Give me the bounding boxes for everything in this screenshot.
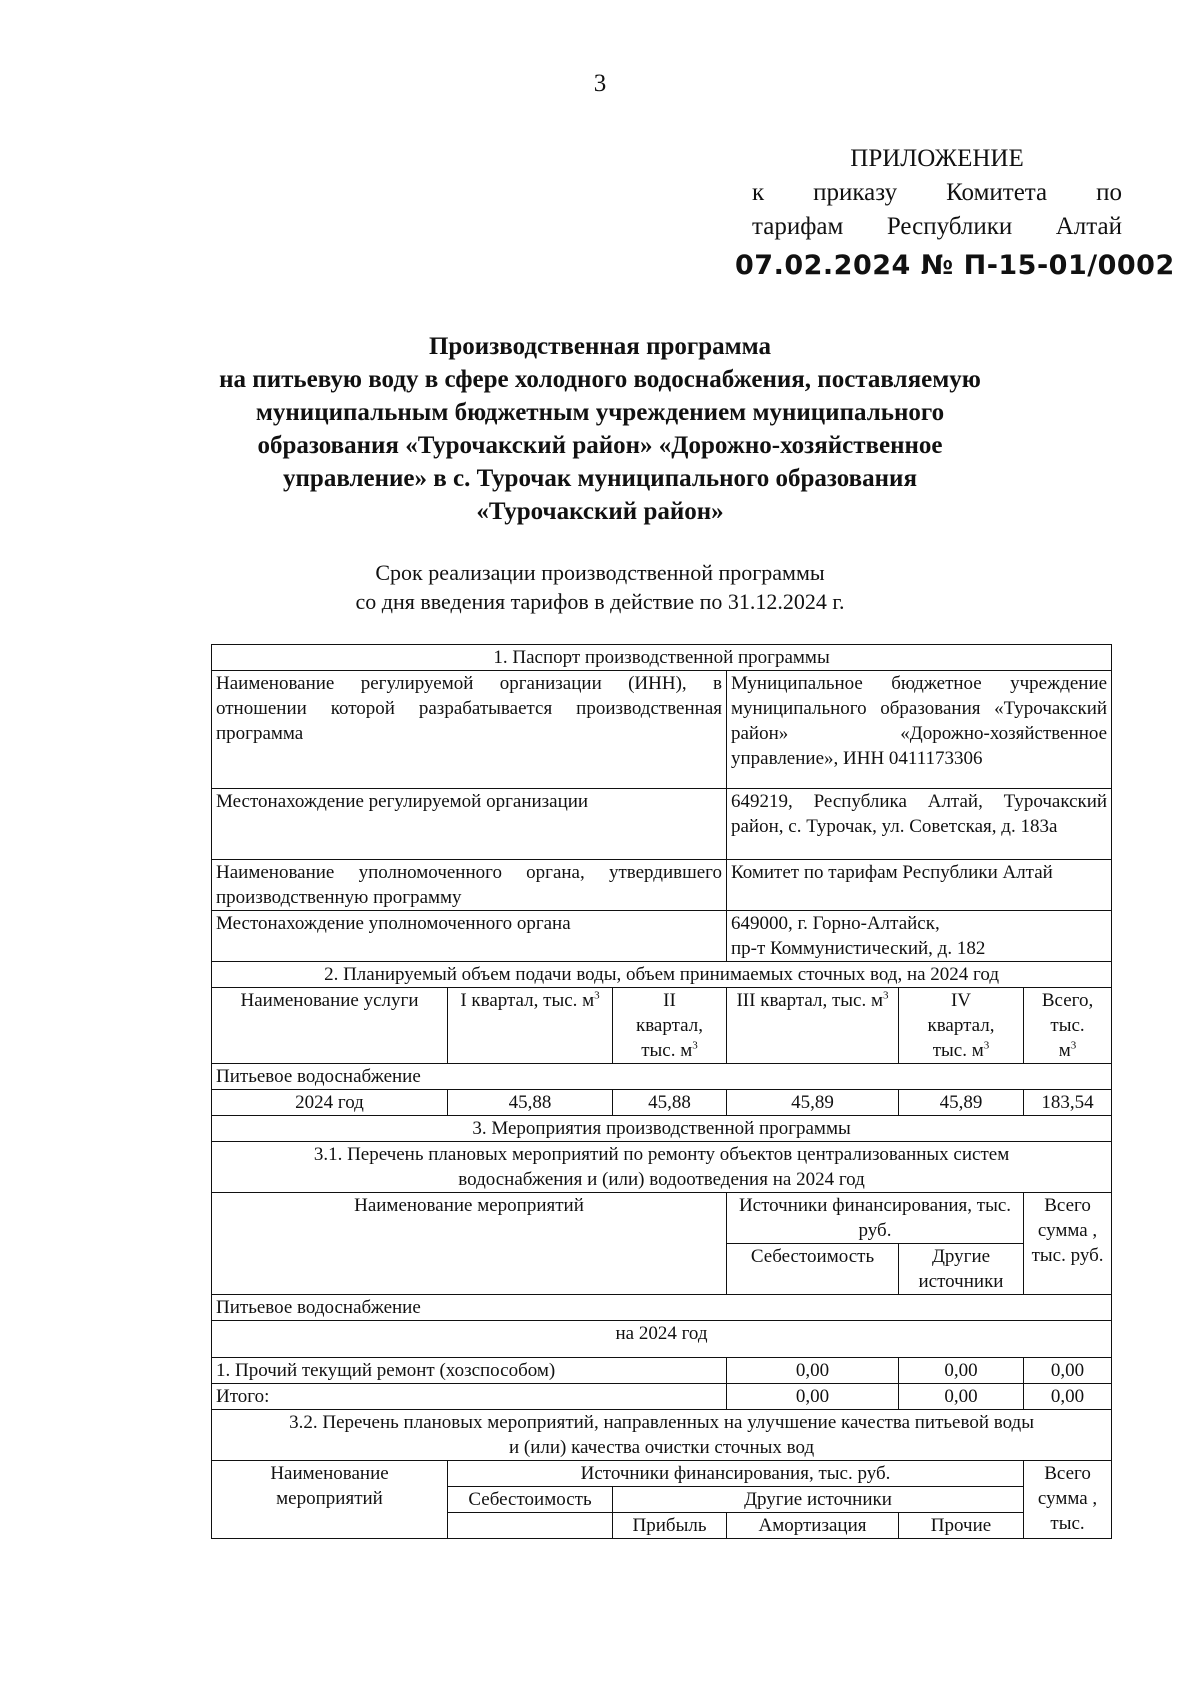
- volume-header-row: [212, 988, 1112, 1064]
- title-line: на питьевую воду в сфере холодного водоснабжения, поставляемую: [219, 366, 981, 393]
- passport-value: [727, 911, 1112, 962]
- col-cost: Себестоимость: [727, 1244, 899, 1295]
- sub31-header-row: [212, 1142, 1112, 1193]
- sub31-colheader-row: [212, 1193, 1112, 1244]
- section-header: 2. Планируемый объем подачи воды, объем принимаемых сточных вод, на 2024 год: [212, 962, 1112, 988]
- col-total-sum: Всего сумма , тыс.: [1024, 1461, 1112, 1539]
- table-row: [212, 1358, 1112, 1384]
- measure-cost: 0,00: [727, 1358, 899, 1384]
- passport-label: Местонахождение уполномоченного органа: [212, 911, 727, 962]
- cell-q1: 45,88: [448, 1090, 613, 1116]
- measure-name: 1. Прочий текущий ремонт (хозспособом): [212, 1358, 727, 1384]
- measure-total: 0,00: [1024, 1358, 1112, 1384]
- title-line: Производственная программа: [428, 333, 772, 360]
- col-measure-name: Наименование мероприятий: [212, 1461, 448, 1539]
- col-other: Другие источники: [899, 1244, 1024, 1295]
- section3-header-row: [212, 1116, 1112, 1142]
- passport-value: Комитет по тарифам Республики Алтай: [727, 860, 1112, 911]
- col-empty: [448, 1513, 613, 1539]
- page-number: 3: [593, 70, 607, 97]
- passport-row: [212, 789, 1112, 860]
- measure-total: 0,00: [1024, 1384, 1112, 1410]
- cell-year: 2024 год: [212, 1090, 448, 1116]
- cell-q2: 45,88: [613, 1090, 727, 1116]
- period-line: со дня введения тарифов в действие по 31.12.2024 г.: [355, 589, 845, 614]
- passport-value: 649219, Республика Алтай, Турочакский район, с. Турочак, ул. Советская, д. 183а: [727, 789, 1112, 860]
- measure-other: 0,00: [899, 1358, 1024, 1384]
- period-line: Срок реализации производственной программы: [375, 560, 825, 585]
- appendix-line-2: тарифам Республики Алтай: [752, 213, 1122, 240]
- col-q1: I квартал, тыс. $м^3$: [448, 988, 613, 1064]
- sub31-year-row: [212, 1321, 1112, 1358]
- cell-total: 183,54: [1024, 1090, 1112, 1116]
- cell-q3: 45,89: [727, 1090, 899, 1116]
- passport-row: [212, 911, 1112, 962]
- sub32-header-row: [212, 1410, 1112, 1461]
- col-q3: III квартал, тыс. $м^3$: [727, 988, 899, 1064]
- program-period: [140, 558, 1060, 616]
- col-amortization: Амортизация: [727, 1513, 899, 1539]
- cell-q4: 45,89: [899, 1090, 1024, 1116]
- sub32-colheader-row: [212, 1461, 1112, 1487]
- value-line: 649000, г. Горно-Алтайск,: [731, 913, 940, 934]
- col-sources: Источники финансирования, тыс. руб.: [448, 1461, 1024, 1487]
- col-profit: Прибыль: [613, 1513, 727, 1539]
- subheader: Питьевое водоснабжение: [212, 1064, 1112, 1090]
- col-service: Наименование услуги: [212, 988, 448, 1064]
- title-line: образования «Турочакский район» «Дорожно-хозяйственное: [257, 432, 943, 459]
- appendix-title: ПРИЛОЖЕНИЕ: [850, 145, 1024, 172]
- year-label: на 2024 год: [212, 1321, 1112, 1358]
- passport-label: Местонахождение регулируемой организации: [212, 789, 727, 860]
- appendix-line-1: к приказу Комитета по: [752, 179, 1122, 206]
- col-total: Всего, тыс. $м^3$: [1024, 988, 1112, 1064]
- col-measure-name: Наименование мероприятий: [212, 1193, 727, 1295]
- passport-row: [212, 671, 1112, 789]
- title-line: «Турочакский район»: [476, 498, 724, 525]
- col-total-sum: Всего сумма , тыс. руб.: [1024, 1193, 1112, 1295]
- appendix-block: [752, 142, 1122, 244]
- passport-value: Муниципальное бюджетное учреждение муниципального образования «Турочакский район» «Дорожно-хозяйственное управление», ИНН 0411173306: [727, 671, 1112, 789]
- col-other: Другие источники: [613, 1487, 1024, 1513]
- title-line: муниципальным бюджетным учреждением муниципального: [255, 399, 945, 426]
- passport-label: Наименование регулируемой организации (ИНН), в отношении которой разрабатывается производственная программа: [212, 671, 727, 789]
- subheader: Питьевое водоснабжение: [212, 1295, 1112, 1321]
- section-header: 1. Паспорт производственной программы: [212, 645, 1112, 671]
- sub31-subheader-row: [212, 1295, 1112, 1321]
- passport-row: [212, 860, 1112, 911]
- document-title: [140, 330, 1060, 528]
- subsection-header: 3.2. Перечень плановых мероприятий, направленных на улучшение качества питьевой воды и (или) качества очистки сточных вод: [212, 1410, 1112, 1461]
- volume-subheader-row: [212, 1064, 1112, 1090]
- title-line: управление» в с. Турочак муниципального образования: [283, 465, 917, 492]
- col-q4: IV квартал, тыс. $м^3$: [899, 988, 1024, 1064]
- section2-header-row: [212, 962, 1112, 988]
- passport-label: Наименование уполномоченного органа, утвердившего производственную программу: [212, 860, 727, 911]
- volume-data-row: [212, 1090, 1112, 1116]
- col-cost: Себестоимость: [448, 1487, 613, 1513]
- col-sources: Источники финансирования, тыс. руб.: [727, 1193, 1024, 1244]
- value-line: пр-т Коммунистический, д. 182: [731, 938, 986, 959]
- table-row: [212, 1384, 1112, 1410]
- measure-name: Итого:: [212, 1384, 727, 1410]
- subsection-header: 3.1. Перечень плановых мероприятий по ремонту объектов централизованных систем водоснабжения и (или) водоотведения на 2024 год: [212, 1142, 1112, 1193]
- measure-cost: 0,00: [727, 1384, 899, 1410]
- program-table: [211, 644, 1112, 1539]
- col-misc: Прочие: [899, 1513, 1024, 1539]
- col-q2: II квартал, тыс. $м^3$: [613, 988, 727, 1064]
- measure-other: 0,00: [899, 1384, 1024, 1410]
- section-header: 3. Мероприятия производственной программы: [212, 1116, 1112, 1142]
- section1-header-row: [212, 645, 1112, 671]
- order-number: 07.02.2024 № П-15-01/0002: [735, 250, 1175, 281]
